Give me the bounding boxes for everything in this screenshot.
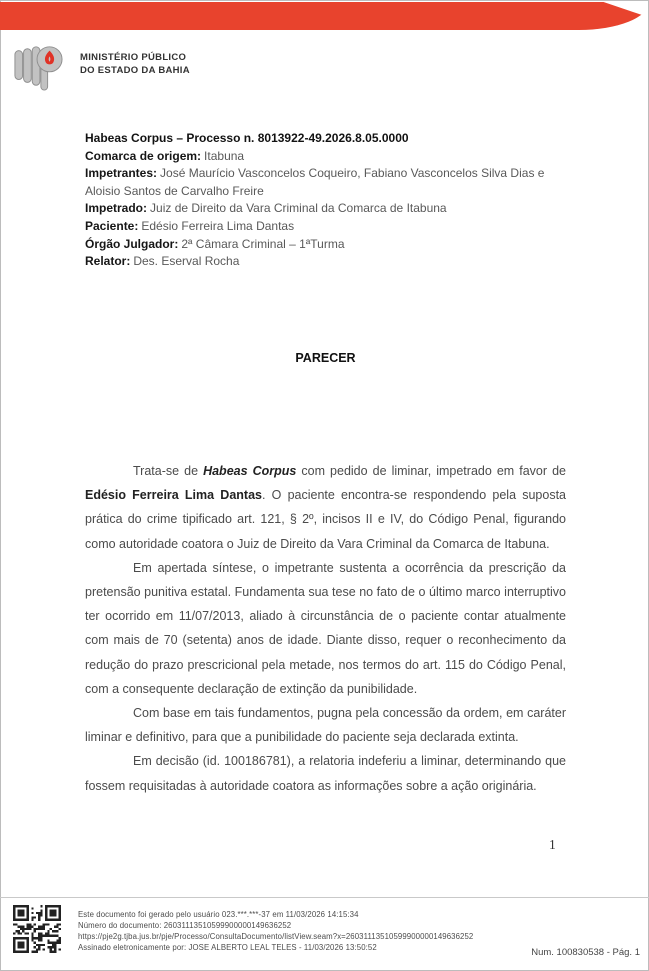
case-field-impetrado: Impetrado: Juiz de Direito da Vara Criminal da Comarca de Itabuna [85, 201, 447, 216]
section-title: PARECER [295, 351, 356, 365]
case-title: Habeas Corpus – Processo n. 8013922-49.2026.8.05.0000 [85, 131, 409, 145]
qr-code-graphic [13, 905, 61, 953]
case-field-comarca: Comarca de origem: Itabuna [85, 148, 245, 163]
footer-generated-line: Este documento foi gerado pelo usuário 023.***.***-37 em 11/03/2026 14:15:34 [78, 910, 359, 919]
case-field-impetrantes: Impetrantes: José Maurício Vasconcelos Coqueiro, Fabiano Vasconcelos Silva Dias e Aloisio Santos de Carvalho Freire [85, 166, 545, 198]
footer-separator [0, 897, 649, 898]
org-name [80, 51, 190, 77]
qr-code [13, 905, 61, 953]
page-number: 1 [549, 837, 556, 852]
body-paragraph-2: Em apertada síntese, o impetrante sustenta a ocorrência da prescrição da pretensão punitiva estatal. Fundamenta sua tese no fato de o último marco interruptivo ter ocorrido em 11/07/2013, aliado à circunstância de o paciente contar atualmente com mais de 70 (setenta) anos de idade. Diante disso, requer o reconhecimento da redução do prazo prescricional pela metade, nos termos do art. 115 do Código Penal, com a consequente declaração de extinção da punibilidade. [85, 560, 566, 696]
document-body [85, 459, 566, 798]
mp-logo-graphic [13, 42, 63, 92]
body-paragraph-3: Com base em tais fundamentos, pugna pela concessão da ordem, em caráter liminar e definitivo, para que a punibilidade do paciente seja declarada extinta. [85, 706, 566, 745]
mp-logo [13, 42, 63, 92]
header-red-bar [0, 2, 649, 30]
org-name-line1: MINISTÉRIO PÚBLICO [80, 52, 187, 63]
footer-docnumber-line: Número do documento: 26031113510599900000149636252 [78, 920, 292, 930]
footer-url-line[interactable]: https://pje2g.tjba.jus.br/pje/Processo/ConsultaDocumento/listView.seam?x=26031113510599900000149636252 [78, 931, 474, 941]
footer-page-ref: Num. 100830538 - Pág. 1 [531, 947, 640, 958]
body-paragraph-1: Trata-se de Habeas Corpus com pedido de liminar, impetrado em favor de Edésio Ferreira Lima Dantas. O paciente encontra-se respondendo pela suposta prática do crime tipificado art. 121, § 2º, incisos II e IV, do Código Penal, figurando como autoridade coatora o Juiz de Direito da Vara Criminal da Comarca de Itabuna. [85, 464, 566, 551]
case-field-orgao-julgador: Órgão Julgador: 2ª Câmara Criminal – 1ªTurma [85, 236, 345, 251]
footer-signature-line: Assinado eletronicamente por: JOSE ALBERTO LEAL TELES - 11/03/2026 13:50:52 [78, 942, 377, 952]
case-field-paciente: Paciente: Edésio Ferreira Lima Dantas [85, 218, 295, 233]
org-name-line2: DO ESTADO DA BAHIA [80, 65, 190, 76]
case-info-block [85, 130, 566, 271]
body-paragraph-4: Em decisão (id. 100186781), a relatoria indeferiu a liminar, determinando que fossem requisitadas à autoridade coatora as informações sobre a ação originária. [85, 754, 566, 793]
footer-text [78, 910, 473, 954]
case-field-relator: Relator: Des. Eserval Rocha [85, 254, 240, 269]
